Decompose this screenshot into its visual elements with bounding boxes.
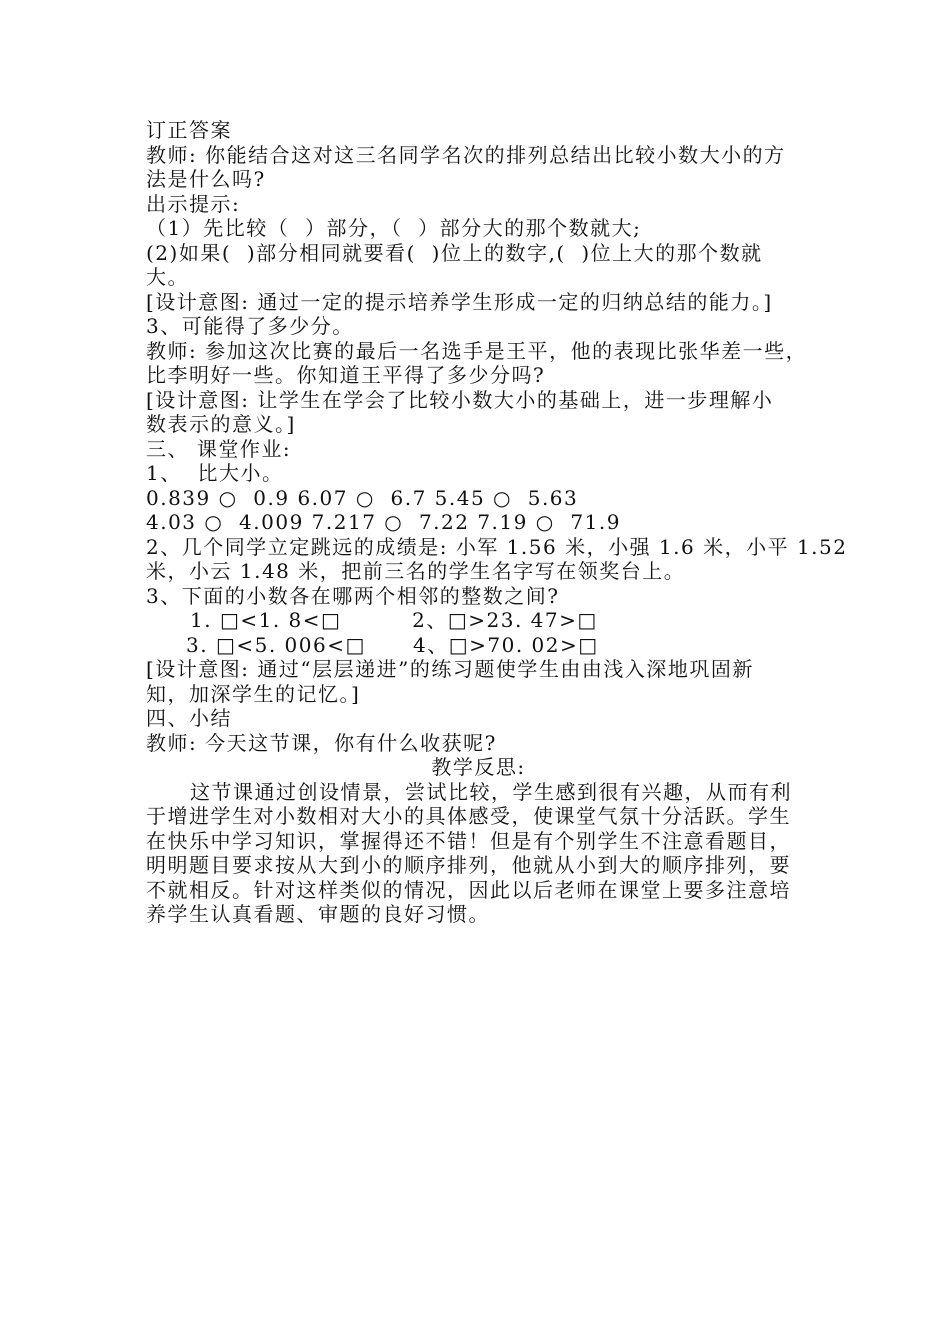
document-body: [146, 118, 848, 927]
exercise-line: 2、几个同学立定跳远的成绩是: 小军 1.56 米，小强 1.6 米，小平 1.52: [146, 534, 848, 559]
text-line: 订正答案: [146, 118, 232, 142]
text-line: 教师: 参加这次比赛的最后一名选手是王平，他的表现比张华差一些，: [146, 338, 808, 363]
exercise-line: 米，小云 1.48 米，把前三名的学生名字写在领奖台上。: [146, 559, 686, 583]
text-line: 比李明好一些。你知道王平得了多少分吗?: [146, 363, 546, 387]
reflection-paragraph: 这节课通过创设情景，尝试比较，学生感到很有兴趣，从而有利于增进学生对小数相对大小的具体感受，使课堂气氛十分活跃。学生在快乐中学习知识，掌握得还不错！但是有个别学生不注意看题目，明明题目要求按从大到小的顺序排列，他就从小到大的顺序排列，要不就相反。针对这样类似的情况，因此以后老师在课堂上要多注意培养学生认真看题、审题的良好习惯。: [146, 779, 792, 926]
text-line: 法是什么吗?: [146, 167, 266, 191]
design-intent-note: [设计意图: 通过“层层递进”的练习题使学生由由浅入深地巩固新: [146, 657, 754, 681]
design-intent-note: 知，加深学生的记忆。]: [146, 681, 361, 706]
reflection-heading: 教学反思:: [431, 755, 526, 779]
text-line: (2)如果( )部分相同就要看( )位上的数字,( )位上大的那个数就: [146, 240, 763, 265]
text-line: 教师: 今天这节课，你有什么收获呢?: [146, 730, 497, 755]
design-intent-note: 数表示的意义。]: [146, 412, 296, 436]
exercise-line: 1. □<1. 8<□ 2、□>23. 47>□: [190, 608, 598, 632]
section-heading: 3、可能得了多少分。: [146, 314, 354, 338]
exercise-line: 3. □<5. 006<□ 4、□>70. 02>□: [186, 632, 599, 657]
text-line: 大。: [146, 265, 189, 289]
text-line: 出示提示:: [146, 191, 241, 216]
text-line: （1）先比较（ ）部分，（ ）部分大的那个数就大;: [146, 216, 642, 240]
design-intent-note: [设计意图: 让学生在学会了比较小数大小的基础上，进一步理解小: [146, 387, 774, 412]
section-heading: 四、小结: [146, 706, 232, 730]
text-line: 教师: 你能结合这对这三名同学名次的排列总结出比较小数大小的方: [146, 142, 786, 167]
exercise-line: 0.839 ○ 0.9 6.07 ○ 6.7 5.45 ○ 5.63: [146, 485, 579, 510]
exercise-line: 4.03 ○ 4.009 7.217 ○ 7.22 7.19 ○ 71.9: [146, 510, 621, 534]
exercise-heading: 3、下面的小数各在哪两个相邻的整数之间?: [146, 583, 560, 608]
section-heading: 三、 课堂作业:: [146, 436, 292, 461]
design-intent-note: [设计意图: 通过一定的提示培养学生形成一定的归纳总结的能力。]: [146, 289, 773, 314]
exercise-heading: 1、 比大小。: [146, 461, 284, 485]
